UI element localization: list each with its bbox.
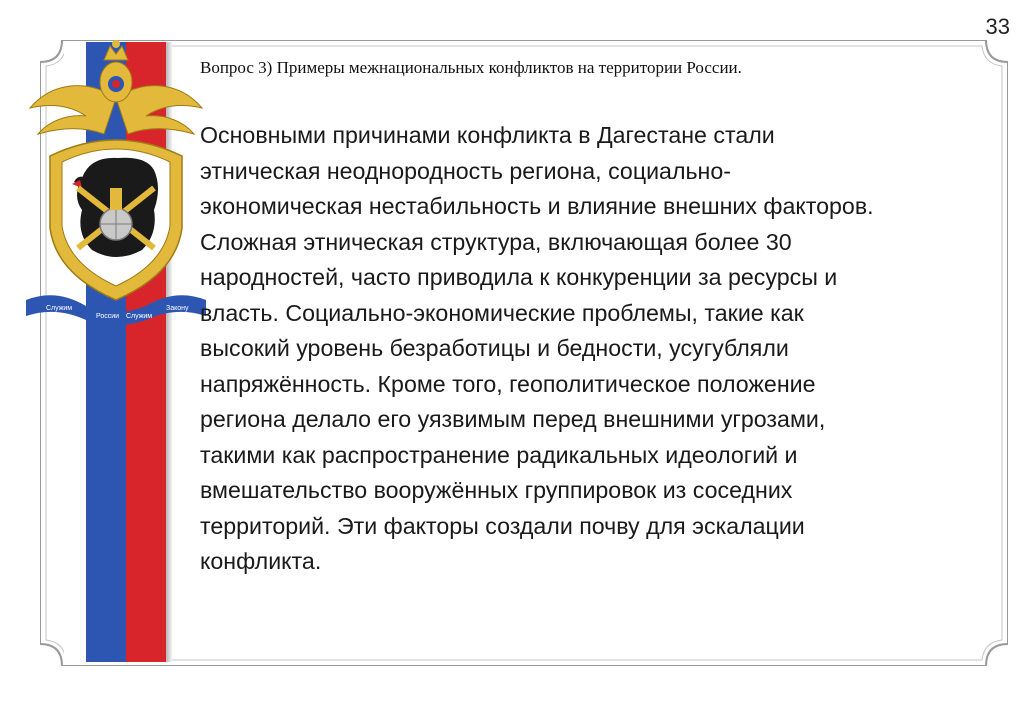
body-line: вмешательство вооружённых группировок из соседних xyxy=(200,477,793,503)
body-line: народностей, часто приводила к конкуренции за ресурсы и xyxy=(200,264,838,290)
body-line: этническая неоднородность региона, социально- xyxy=(200,157,731,184)
body-line: конфликта. xyxy=(200,548,322,574)
ribbon-word-3: Служим xyxy=(126,313,153,320)
body-line: Сложная этническая структура, включающая более 30 xyxy=(200,228,792,255)
body-line: региона делало его уязвимым перед внешними угрозами, xyxy=(200,406,826,432)
ribbon-word-1: Служим xyxy=(46,305,73,312)
emblem-logo xyxy=(26,38,206,328)
body-line: Основными причинами конфликта в Дагестане стали xyxy=(200,122,775,148)
ribbon-word-2: России xyxy=(96,313,120,320)
body-paragraph xyxy=(200,118,980,580)
page-number: 33 xyxy=(985,14,1010,39)
body-line: власть. Социально-экономические проблемы, такие как xyxy=(200,299,804,326)
body-line: экономическая нестабильность и влияние внешних факторов. xyxy=(200,193,874,219)
body-line: такими как распространение радикальных идеологий и xyxy=(200,441,798,468)
body-line: территорий. Эти факторы создали почву для эскалации xyxy=(200,512,805,539)
question-heading: Вопрос 3) Примеры межнациональных конфликтов на территории России. xyxy=(200,58,742,77)
ribbon-word-4: Закону xyxy=(166,305,189,312)
body-line: напряжённость. Кроме того, геополитическое положение xyxy=(200,370,816,397)
body-line: высокий уровень безработицы и бедности, усугубляли xyxy=(200,335,789,361)
